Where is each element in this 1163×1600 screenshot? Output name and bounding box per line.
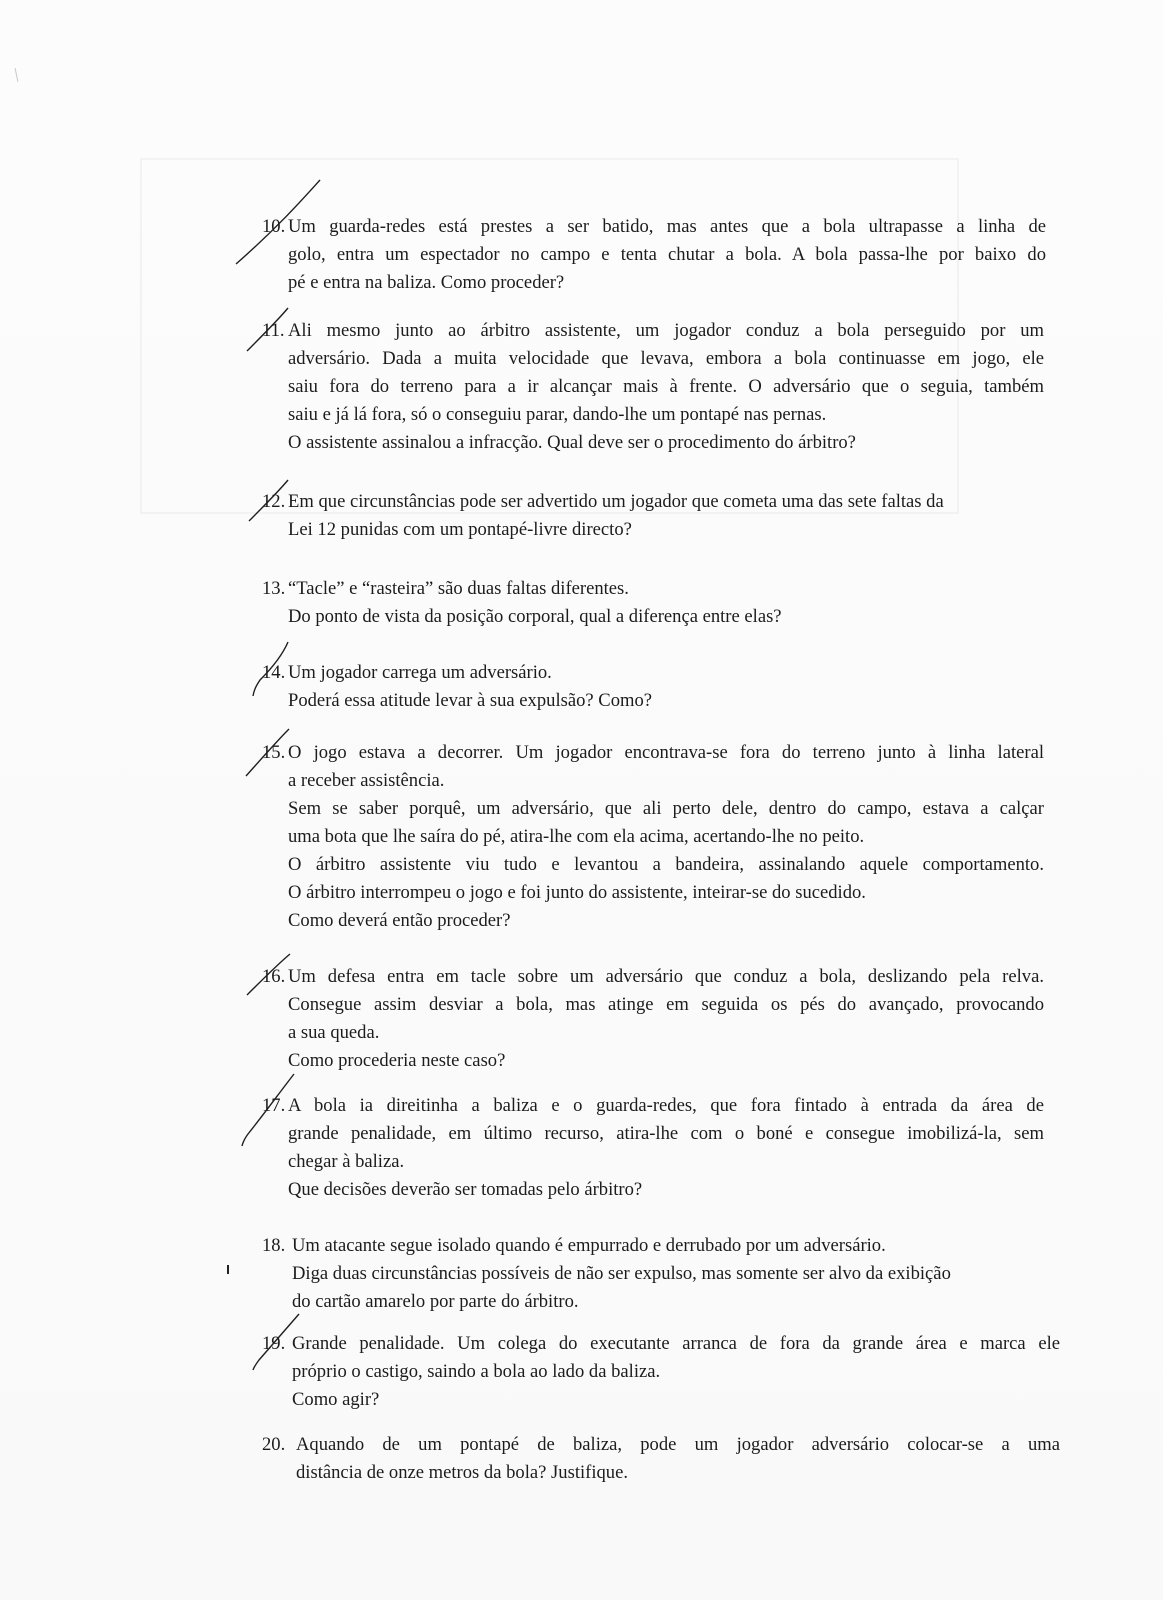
question-line: a receber assistência. — [288, 770, 445, 791]
question-line: uma bota que lhe saíra do pé, atira-lhe com ela acima, acertando-lhe no peito. — [288, 826, 865, 847]
question-line: a sua queda. — [288, 1022, 380, 1043]
question-line: próprio o castigo, saindo a bola ao lado da baliza. — [292, 1361, 661, 1382]
question-line: Em que circunstâncias pode ser advertido um jogador que cometa uma das sete faltas da — [288, 491, 944, 512]
pen-speck — [227, 1265, 229, 1274]
question-line: golo, entra um espectador no campo e tenta chutar a bola. A bola passa-lhe por baixo do — [288, 244, 1046, 265]
question-18 — [262, 1232, 1062, 1316]
question-line: Do ponto de vista da posição corporal, qual a diferença entre elas? — [288, 606, 782, 627]
question-11 — [262, 317, 1044, 457]
question-line: do cartão amarelo por parte do árbitro. — [292, 1291, 579, 1312]
question-line: saiu fora do terreno para a ir alcançar mais à frente. O adversário que o seguia, também — [288, 376, 1044, 397]
question-10 — [262, 213, 1046, 297]
question-14 — [262, 659, 1062, 715]
question-19 — [262, 1330, 1060, 1414]
question-number: 10. — [262, 216, 286, 237]
question-17 — [262, 1092, 1044, 1204]
question-line: O jogo estava a decorrer. Um jogador encontrava-se fora do terreno junto à linha lateral — [288, 742, 1044, 763]
question-line: distância de onze metros da bola? Justifique. — [296, 1462, 629, 1483]
question-line: Consegue assim desviar a bola, mas atinge em seguida os pés do avançado, provocando — [288, 994, 1044, 1015]
question-number: 12. — [262, 491, 286, 512]
question-line: Ali mesmo junto ao árbitro assistente, um jogador conduz a bola perseguido por um — [288, 320, 1044, 341]
question-line: Como deverá então proceder? — [288, 910, 511, 931]
question-line: chegar à baliza. — [288, 1151, 405, 1172]
question-line: Como procederia neste caso? — [288, 1050, 506, 1071]
question-line: “Tacle” e “rasteira” são duas faltas diferentes. — [288, 578, 629, 599]
question-line: Lei 12 punidas com um pontapé-livre directo? — [288, 519, 632, 540]
question-line: A bola ia direitinha a baliza e o guarda-redes, que fora fintado à entrada da área de — [288, 1095, 1044, 1116]
question-line: adversário. Dada a muita velocidade que levava, embora a bola continuasse em jogo, ele — [288, 348, 1044, 369]
question-number: 20. — [262, 1434, 286, 1455]
question-line: Sem se saber porquê, um adversário, que ali perto dele, dentro do campo, estava a calçar — [288, 798, 1044, 819]
question-line: Um jogador carrega um adversário. — [288, 662, 552, 683]
question-number: 18. — [262, 1235, 286, 1256]
question-line: Um atacante segue isolado quando é empurrado e derrubado por um adversário. — [292, 1235, 886, 1256]
question-number: 19. — [262, 1333, 286, 1354]
question-line: grande penalidade, em último recurso, atira-lhe com o boné e consegue imobilizá-la, sem — [288, 1123, 1044, 1144]
question-line: Poderá essa atitude levar à sua expulsão? Como? — [288, 690, 653, 711]
question-20 — [262, 1431, 1060, 1487]
question-line: O assistente assinalou a infracção. Qual deve ser o procedimento do árbitro? — [288, 432, 856, 453]
question-number: 15. — [262, 742, 286, 763]
question-line: Grande penalidade. Um colega do executante arranca de fora da grande área e marca ele — [292, 1333, 1060, 1354]
question-line: Um defesa entra em tacle sobre um adversário que conduz a bola, deslizando pela relva. — [288, 966, 1044, 987]
question-number: 11. — [262, 320, 285, 341]
question-line: pé e entra na baliza. Como proceder? — [288, 272, 565, 293]
question-13 — [262, 575, 1062, 631]
question-number: 16. — [262, 966, 286, 987]
question-line: O árbitro interrompeu o jogo e foi junto do assistente, inteirar-se do sucedido. — [288, 882, 866, 903]
question-line: Um guarda-redes está prestes a ser batido, mas antes que a bola ultrapasse a linha de — [288, 216, 1046, 237]
edge-speck — [15, 68, 19, 82]
question-line: saiu e já lá fora, só o conseguiu parar, dando-lhe um pontapé nas pernas. — [288, 404, 827, 425]
question-line: Que decisões deverão ser tomadas pelo árbitro? — [288, 1179, 643, 1200]
question-number: 13. — [262, 578, 286, 599]
question-number: 14. — [262, 662, 286, 683]
question-number: 17. — [262, 1095, 286, 1116]
question-line: O árbitro assistente viu tudo e levantou a bandeira, assinalando aquele comportamento. — [288, 854, 1044, 875]
question-12 — [262, 488, 1062, 544]
question-line: Aquando de um pontapé de baliza, pode um jogador adversário colocar-se a uma — [296, 1434, 1060, 1455]
question-16 — [262, 963, 1044, 1075]
question-line: Como agir? — [292, 1389, 380, 1410]
question-line: Diga duas circunstâncias possíveis de não ser expulso, mas somente ser alvo da exibição — [292, 1263, 951, 1284]
question-15 — [262, 739, 1044, 935]
